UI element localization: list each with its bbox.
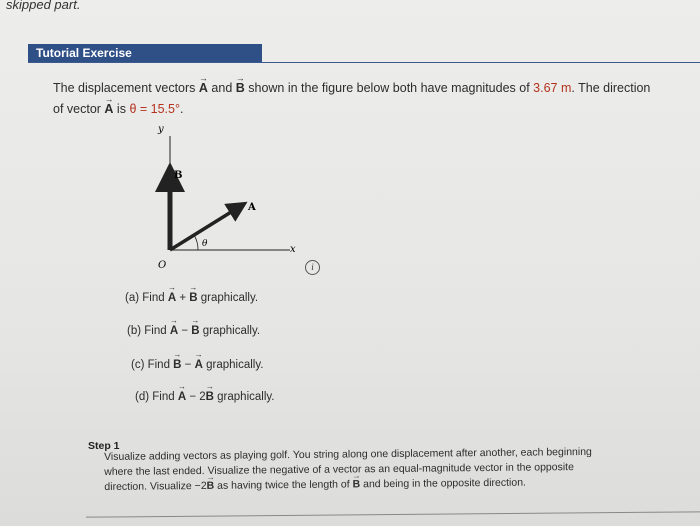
step-text xyxy=(104,444,664,495)
vector-symbol: → B xyxy=(191,325,199,337)
question-a xyxy=(125,292,258,304)
vector-symbol: → B xyxy=(207,479,215,494)
step-line: direction. Visualize −2 xyxy=(104,479,207,493)
y-axis-label: y xyxy=(158,124,164,135)
step-line: and being in the opposite direction. xyxy=(360,476,527,491)
vector-symbol: → B xyxy=(173,359,181,371)
section-divider xyxy=(28,62,700,63)
step-label: Step 1 xyxy=(88,440,120,452)
question-text: (d) Find xyxy=(135,391,178,403)
vector-figure xyxy=(140,118,310,278)
question-d xyxy=(135,391,274,403)
problem-text: shown in the figure below both have magnitudes of xyxy=(244,81,534,95)
problem-text: . xyxy=(179,102,184,116)
vector-a-label: A xyxy=(248,202,256,213)
problem-text: . The direction xyxy=(571,81,651,95)
section-title: Tutorial Exercise xyxy=(28,44,262,63)
problem-text: The displacement vectors xyxy=(53,81,199,95)
vector-symbol: → A xyxy=(195,359,203,371)
question-text: graphically. xyxy=(202,359,264,371)
theta-value: θ = 15.5° xyxy=(129,102,180,116)
theta-arc xyxy=(194,235,198,250)
question-c xyxy=(131,359,263,371)
theta-label: θ xyxy=(202,239,208,249)
problem-text: of vector xyxy=(53,102,105,116)
question-text: graphically. xyxy=(197,292,259,304)
operator: + xyxy=(176,292,190,304)
vector-symbol: → B xyxy=(206,391,214,403)
vector-a-symbol: → A xyxy=(104,99,113,120)
step-line: as having twice the length of xyxy=(214,478,353,492)
magnitude-value: 3.67 m xyxy=(533,81,572,95)
problem-text: is xyxy=(113,102,130,116)
x-axis-label: x xyxy=(290,244,296,255)
vector-a-symbol: → A xyxy=(199,78,208,99)
question-text: graphically. xyxy=(213,391,275,403)
question-text: (b) Find xyxy=(127,325,170,337)
origin-label: O xyxy=(158,260,167,271)
vector-b-symbol: → B xyxy=(236,78,245,99)
vector-b-label: B xyxy=(174,170,183,181)
vector-symbol: → B xyxy=(189,292,197,304)
step-line: Visualize adding vectors as playing golf. You string along one displacement after another, each beginning xyxy=(104,445,592,463)
operator: − 2 xyxy=(186,391,206,403)
question-text: (a) Find xyxy=(125,292,168,304)
question-text: graphically. xyxy=(199,325,261,337)
vector-symbol: → A xyxy=(178,391,186,403)
problem-text: and xyxy=(207,81,236,95)
vector-symbol: → A xyxy=(170,325,178,337)
operator: − xyxy=(178,325,192,337)
operator: − xyxy=(181,359,195,371)
step-line: where the last ended. Visualize the negative of a vector as an equal-magnitude vector in the opposite xyxy=(104,461,574,478)
question-b xyxy=(127,325,260,337)
info-icon[interactable]: i xyxy=(305,260,320,275)
vector-symbol: → B xyxy=(352,477,360,492)
skipped-note: skipped part. xyxy=(6,0,81,12)
vector-symbol: → A xyxy=(168,292,176,304)
problem-statement xyxy=(53,78,693,120)
step-divider xyxy=(86,511,700,517)
question-text: (c) Find xyxy=(131,359,174,371)
